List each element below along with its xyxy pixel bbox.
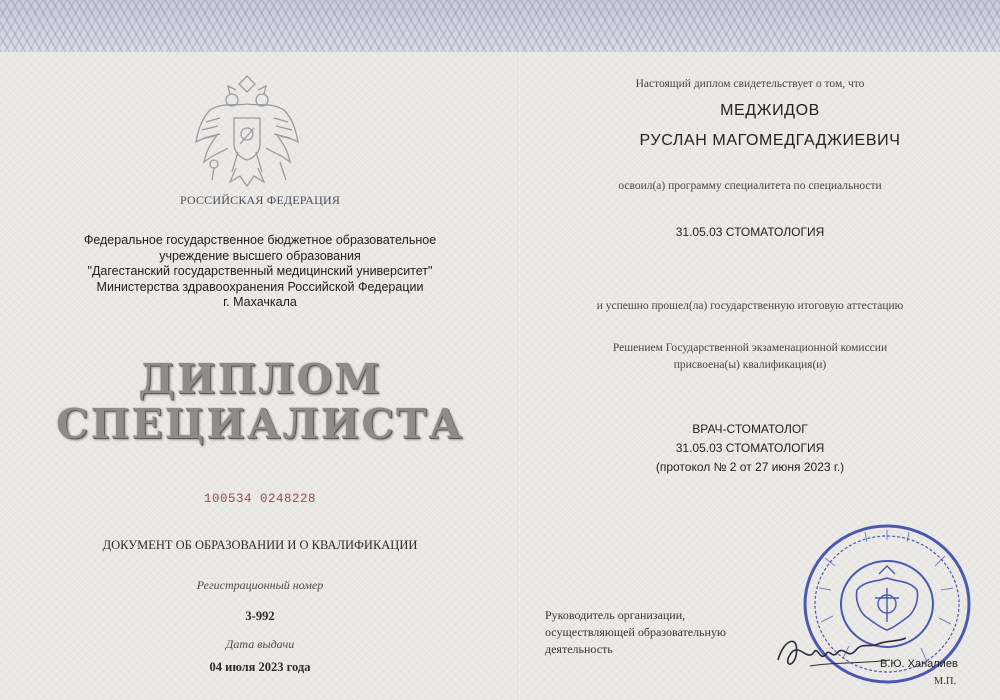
decision-line: присвоена(ы) квалификация(и): [673, 359, 827, 371]
head-of-organization: [545, 607, 745, 658]
serial-number: 100534 0248228: [203, 492, 317, 506]
security-band: [0, 0, 1000, 52]
country-name: РОССИЙСКАЯ ФЕДЕРАЦИЯ: [179, 193, 341, 207]
decision-line: Решением Государственной экзаменационной комиссии: [612, 342, 888, 354]
graduate-surname: МЕДЖИДОВ: [720, 102, 820, 119]
issue-date-label: Дата выдачи: [225, 637, 295, 651]
diploma-title-line2: СПЕЦИАЛИСТА: [56, 400, 464, 448]
specialty: 31.05.03 СТОМАТОЛОГИЯ: [675, 225, 825, 239]
institution-line: Министерства здравоохранения Российской Федерации: [96, 279, 424, 294]
center-fold: [518, 52, 520, 700]
institution-line: "Дагестанский государственный медицинский университет": [87, 264, 433, 278]
registration-label: Регистрационный номер: [196, 578, 324, 592]
protocol-line: (протокол № 2 от 27 июня 2023 г.): [655, 460, 845, 474]
commission-decision: [540, 340, 960, 374]
qualification-block: [540, 420, 960, 477]
head-line: деятельность: [545, 642, 613, 656]
registration-number: 3-992: [245, 609, 275, 623]
institution-line: Федеральное государственное бюджетное образовательное: [83, 233, 437, 247]
coat-of-arms-icon: [192, 72, 302, 190]
certifies-text: Настоящий диплом свидетельствует о том, что: [635, 78, 865, 90]
diploma-title-line1: ДИПЛОМ: [138, 355, 382, 403]
signer-name: В.Ю. Ханалиев: [880, 658, 958, 670]
institution-block: [50, 233, 470, 311]
seal-place-label: М.П.: [933, 676, 957, 687]
mastered-program-text: освоил(а) программу специалитета по специальности: [618, 180, 882, 192]
institution-line: учреждение высшего образования: [159, 248, 361, 263]
head-line: Руководитель организации,: [545, 608, 686, 622]
qualification-title: ВРАЧ-СТОМАТОЛОГ: [692, 422, 808, 436]
head-line: осуществляющей образовательную: [545, 625, 726, 639]
attestation-text: и успешно прошел(ла) государственную итоговую аттестацию: [596, 300, 904, 312]
issue-date: 04 июля 2023 года: [209, 660, 311, 674]
qualification-specialty: 31.05.03 СТОМАТОЛОГИЯ: [675, 441, 825, 455]
graduate-name: РУСЛАН МАГОМЕДГАДЖИЕВИЧ: [639, 132, 901, 149]
document-type: ДОКУМЕНТ ОБ ОБРАЗОВАНИИ И О КВАЛИФИКАЦИИ: [102, 538, 418, 552]
institution-line: г. Махачкала: [223, 295, 297, 309]
